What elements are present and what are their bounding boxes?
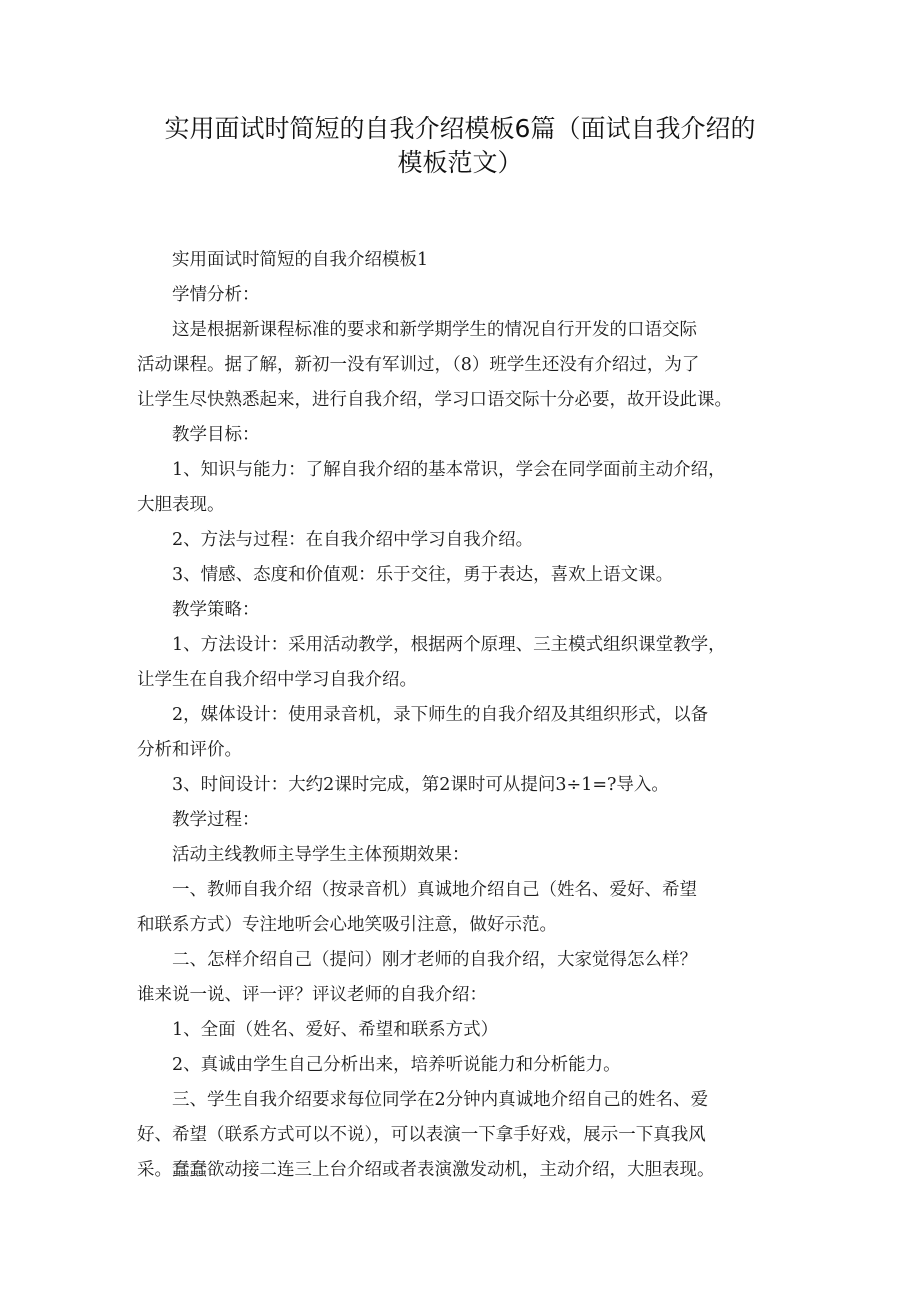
paragraph: [137, 243, 793, 278]
paragraph-line: 和联系方式）专注地听会心地笑吸引注意，做好示范。: [137, 915, 557, 935]
paragraph-line: 谁来说一说、评一评？评议老师的自我介绍：: [137, 985, 487, 1005]
paragraph: [137, 593, 793, 628]
paragraph: [137, 1048, 793, 1083]
paragraph: [137, 418, 793, 453]
paragraph-line: 三、学生自我介绍要求每位同学在2分钟内真诚地介绍自己的姓名、爱: [172, 1090, 709, 1110]
paragraph: [137, 768, 793, 803]
paragraph-line: 教学过程：: [172, 810, 260, 830]
document-title: [120, 112, 800, 180]
paragraph-line: 1、方法设计：采用活动教学，根据两个原理、三主模式组织课堂教学，: [172, 635, 726, 655]
paragraph: [137, 313, 793, 418]
paragraph-line: 1、知识与能力：了解自我介绍的基本常识，学会在同学面前主动介绍，: [172, 460, 726, 480]
paragraph: [137, 803, 793, 838]
document-body: [137, 243, 793, 1188]
paragraph-line: 二、怎样介绍自己（提问）刚才老师的自我介绍，大家觉得怎么样？: [172, 950, 697, 970]
paragraph: [137, 873, 793, 943]
paragraph-line: 学情分析：: [172, 285, 260, 305]
paragraph-line: 大胆表现。: [137, 495, 225, 515]
paragraph-line: 教学目标：: [172, 425, 260, 445]
paragraph-line: 2，媒体设计：使用录音机，录下师生的自我介绍及其组织形式，以备: [172, 705, 709, 725]
paragraph-line: 让学生在自我介绍中学习自我介绍。: [137, 670, 417, 690]
paragraph: [137, 278, 793, 313]
paragraph-line: 1、全面（姓名、爱好、希望和联系方式）: [172, 1020, 499, 1040]
paragraph-line: 一、教师自我介绍（按录音机）真诚地介绍自己（姓名、爱好、希望: [172, 880, 697, 900]
paragraph-line: 3、情感、态度和价值观：乐于交往，勇于表达，喜欢上语文课。: [172, 565, 674, 585]
paragraph: [137, 453, 793, 523]
paragraph: [137, 838, 793, 873]
paragraph-line: 活动主线教师主导学生主体预期效果：: [172, 845, 470, 865]
paragraph-line: 2、方法与过程：在自我介绍中学习自我介绍。: [172, 530, 534, 550]
paragraph: [137, 1083, 793, 1188]
title-line-2: 模板范文）: [397, 148, 523, 177]
paragraph-line: 教学策略：: [172, 600, 260, 620]
paragraph-line: 2、真诚由学生自己分析出来，培养听说能力和分析能力。: [172, 1055, 621, 1075]
paragraph: [137, 1013, 793, 1048]
paragraph: [137, 523, 793, 558]
paragraph-line: 这是根据新课程标准的要求和新学期学生的情况自行开发的口语交际: [172, 320, 697, 340]
paragraph-line: 采。蠢蠢欲动接二连三上台介绍或者表演激发动机，主动介绍，大胆表现。: [137, 1160, 715, 1180]
paragraph-line: 分析和评价。: [137, 740, 242, 760]
paragraph-line: 实用面试时简短的自我介绍模板1: [172, 250, 429, 270]
paragraph: [137, 628, 793, 698]
paragraph-line: 活动课程。据了解，新初一没有军训过，（8）班学生还没有介绍过，为了: [137, 355, 700, 375]
paragraph: [137, 943, 793, 1013]
paragraph-line: 3、时间设计：大约2课时完成，第2课时可从提问3÷1=?导入。: [172, 775, 669, 795]
paragraph: [137, 698, 793, 768]
title-line-1: 实用面试时简短的自我介绍模板6篇（面试自我介绍的: [164, 114, 756, 143]
paragraph-line: 好、希望（联系方式可以不说），可以表演一下拿手好戏，展示一下真我风: [137, 1125, 706, 1145]
paragraph: [137, 558, 793, 593]
paragraph-line: 让学生尽快熟悉起来，进行自我介绍，学习口语交际十分必要，故开设此课。: [137, 390, 732, 410]
